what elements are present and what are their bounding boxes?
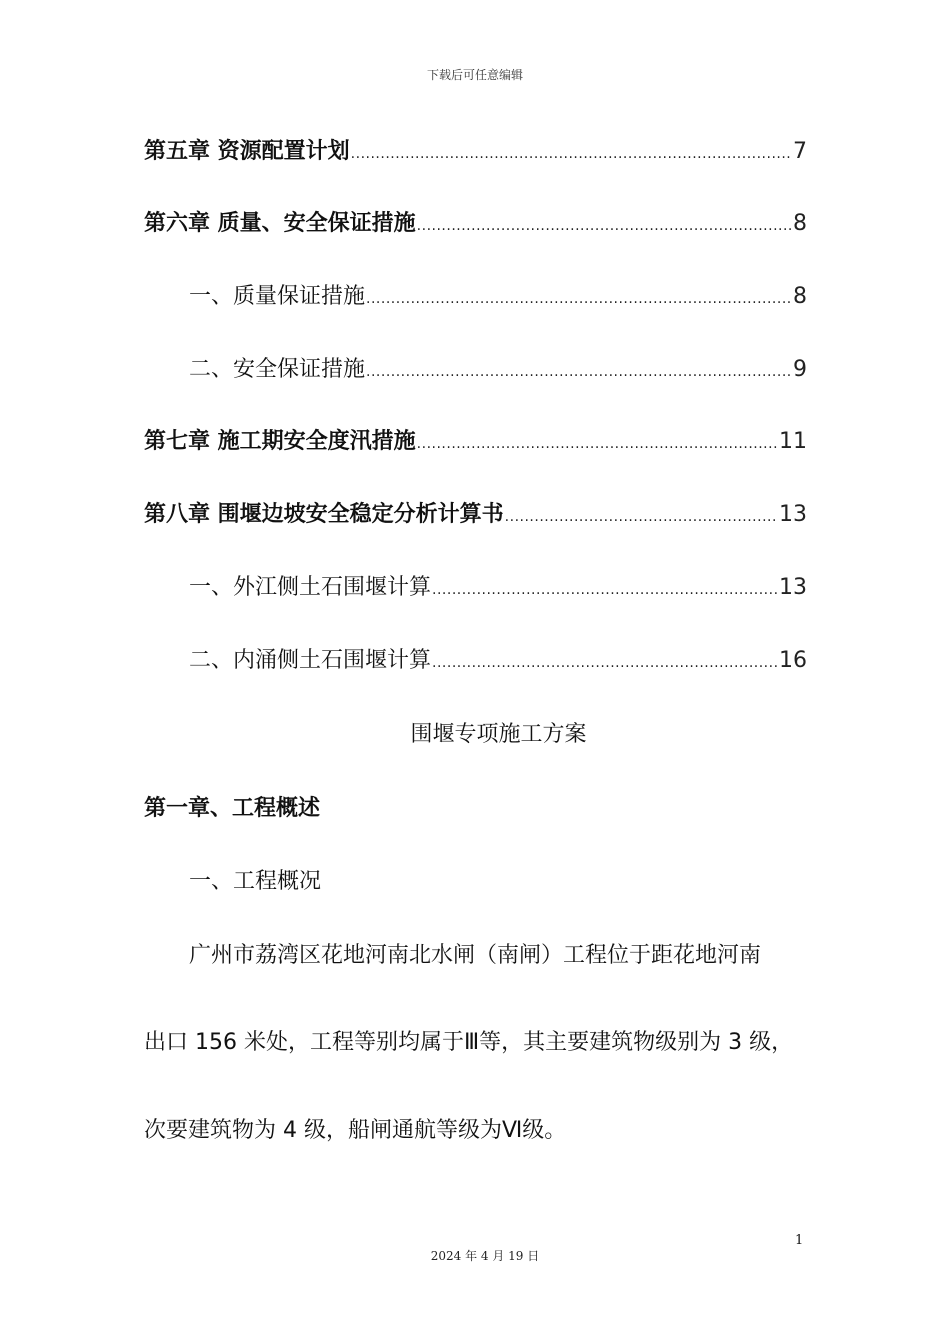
toc-page-number: 8 <box>793 284 807 309</box>
toc-entry-title: 第八章 围堰边坡安全稳定分析计算书 <box>144 502 504 527</box>
toc-entry[interactable] <box>189 646 807 678</box>
toc-entry[interactable] <box>144 209 807 241</box>
toc-entry-title: 二、内涌侧土石围堰计算 <box>189 648 432 673</box>
toc-page-number: 13 <box>779 575 807 600</box>
page-number: 1 <box>795 1233 804 1248</box>
toc-page-number: 7 <box>793 139 807 164</box>
page-header: 下载后可任意编辑 <box>426 68 523 82</box>
toc-dot-leader <box>351 139 792 169</box>
body-text-line: 出口 156 米处，工程等别均属于Ⅲ等，其主要建筑物级别为 3 级， <box>144 1030 794 1055</box>
toc-dot-leader <box>417 429 778 459</box>
toc-dot-leader <box>417 211 792 241</box>
toc-entry-title: 第七章 施工期安全度汛措施 <box>144 429 416 454</box>
toc-dot-leader <box>432 575 778 605</box>
section-heading: 一、工程概况 <box>189 869 322 894</box>
toc-entry-title: 第五章 资源配置计划 <box>144 139 350 164</box>
document-title: 围堰专项施工方案 <box>410 722 587 747</box>
toc-entry[interactable] <box>144 137 807 169</box>
toc-entry[interactable] <box>144 500 807 532</box>
toc-entry[interactable] <box>189 573 807 605</box>
toc-entry-title: 一、外江侧土石围堰计算 <box>189 575 432 600</box>
body-text-line: 次要建筑物为 4 级，船闸通航等级为Ⅵ级。 <box>144 1118 567 1143</box>
toc-entry-title: 二、安全保证措施 <box>189 357 366 382</box>
toc-dot-leader <box>432 648 778 678</box>
chapter-heading: 第一章、工程概述 <box>144 796 321 821</box>
toc-page-number: 8 <box>793 211 807 236</box>
body-text-line: 广州市荔湾区花地河南北水闸（南闸）工程位于距花地河南 <box>189 943 762 968</box>
footer-date: 2024 年 4 月 19 日 <box>430 1249 540 1263</box>
toc-page-number: 11 <box>779 429 807 454</box>
toc-dot-leader <box>505 502 778 532</box>
toc-page-number: 16 <box>779 648 807 673</box>
toc-dot-leader <box>366 284 792 314</box>
toc-page-number: 13 <box>779 502 807 527</box>
toc-entry-title: 第六章 质量、安全保证措施 <box>144 211 416 236</box>
toc-entry[interactable] <box>189 355 807 387</box>
toc-entry[interactable] <box>189 282 807 314</box>
toc-entry-title: 一、质量保证措施 <box>189 284 366 309</box>
toc-dot-leader <box>366 357 792 387</box>
toc-entry[interactable] <box>144 427 807 459</box>
toc-page-number: 9 <box>793 357 807 382</box>
